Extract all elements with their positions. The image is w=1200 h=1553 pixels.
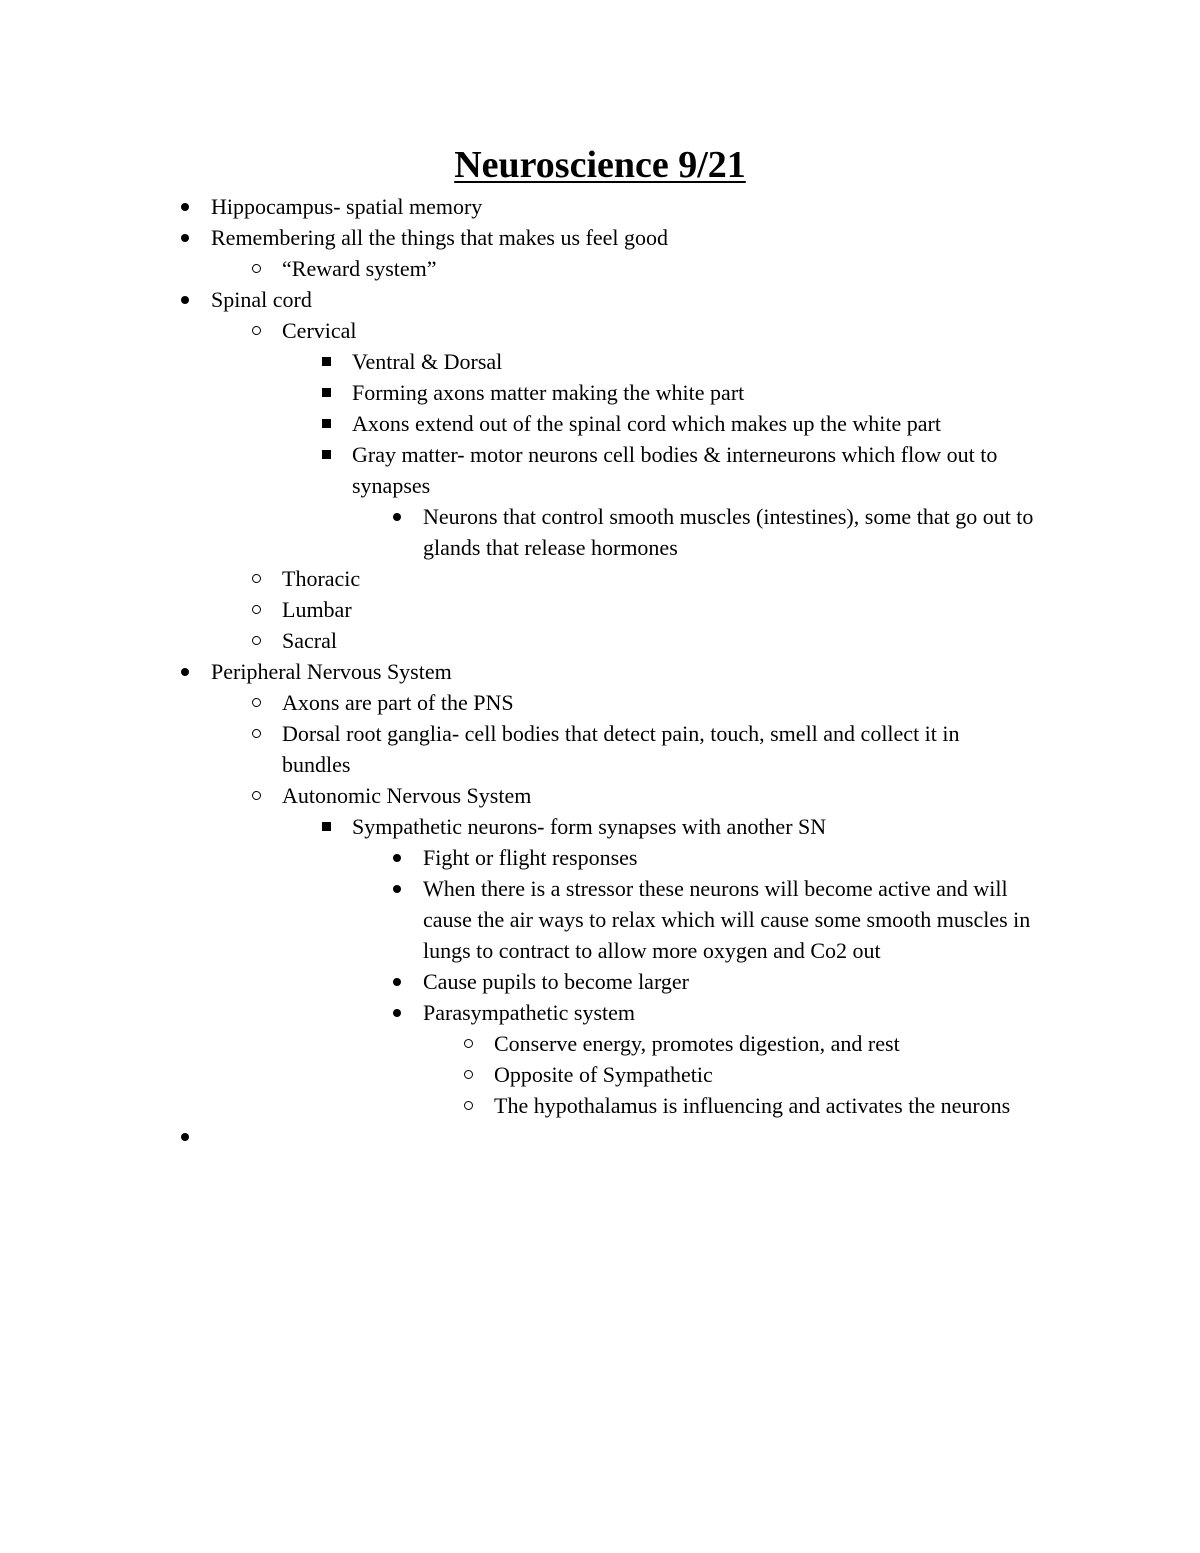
list-item-text: Cervical <box>282 318 357 343</box>
disc-bullet-icon <box>178 1121 192 1152</box>
list-item <box>0 780 1200 811</box>
list-item <box>0 377 1200 408</box>
list-item <box>0 222 1200 253</box>
list-item <box>0 501 1200 563</box>
list-item-text: Axons are part of the PNS <box>282 690 514 715</box>
list-item-text: Thoracic <box>282 566 361 591</box>
list-item <box>0 315 1200 346</box>
list-item-text: “Reward system” <box>282 256 437 281</box>
list-item <box>0 718 1200 780</box>
notes-list <box>0 191 1200 1152</box>
list-item-text: Gray matter- motor neurons cell bodies & interneurons which flow out to synapses <box>352 442 1003 498</box>
square-bullet-icon <box>319 377 333 408</box>
disc-bullet-icon <box>178 222 192 253</box>
list-item-text: Sympathetic neurons- form synapses with another SN <box>352 814 827 839</box>
square-bullet-icon <box>319 346 333 377</box>
list-item-text: Neurons that control smooth muscles (intestines), some that go out to glands that release hormones <box>423 504 1039 560</box>
list-item-text <box>211 1121 1200 1152</box>
disc-bullet-icon <box>178 191 192 222</box>
list-item <box>0 873 1200 966</box>
list-item <box>0 346 1200 377</box>
square-bullet-icon <box>319 811 333 842</box>
list-item <box>0 594 1200 625</box>
circle-bullet-icon <box>249 625 263 656</box>
disc-bullet-icon <box>390 966 404 997</box>
circle-bullet-icon <box>249 563 263 594</box>
list-item <box>0 625 1200 656</box>
disc-bullet-icon <box>390 873 404 904</box>
list-item <box>0 1090 1200 1121</box>
circle-bullet-icon <box>249 315 263 346</box>
circle-bullet-icon <box>461 1028 475 1059</box>
list-item <box>0 563 1200 594</box>
list-item-text: Opposite of Sympathetic <box>494 1062 713 1087</box>
list-item-text: Parasympathetic system <box>423 1000 636 1025</box>
list-item-text: Remembering all the things that makes us feel good <box>211 225 669 250</box>
list-item <box>0 656 1200 687</box>
circle-bullet-icon <box>249 780 263 811</box>
list-item-text: Forming axons matter making the white part <box>352 380 745 405</box>
list-item <box>0 253 1200 284</box>
list-item-text: Cause pupils to become larger <box>423 969 689 994</box>
disc-bullet-icon <box>390 842 404 873</box>
list-item <box>0 408 1200 439</box>
circle-bullet-icon <box>461 1059 475 1090</box>
list-item-text: Sacral <box>282 628 337 653</box>
square-bullet-icon <box>319 408 333 439</box>
list-item-text: Lumbar <box>282 597 352 622</box>
document-title: Neuroscience 9/21 <box>454 144 746 186</box>
list-item-text: The hypothalamus is influencing and activates the neurons <box>494 1093 1011 1118</box>
circle-bullet-icon <box>461 1090 475 1121</box>
list-item <box>0 1059 1200 1090</box>
list-item <box>0 966 1200 997</box>
list-item-text: Autonomic Nervous System <box>282 783 532 808</box>
list-item-text: Fight or flight responses <box>423 845 638 870</box>
circle-bullet-icon <box>249 253 263 284</box>
list-item-text: When there is a stressor these neurons will become active and will cause the air ways to relax which will cause some smooth muscles in lungs to contract to allow more oxygen and Co2 out <box>423 876 1036 963</box>
list-item <box>0 1028 1200 1059</box>
square-bullet-icon <box>319 439 333 470</box>
list-item <box>0 997 1200 1028</box>
list-item-text: Axons extend out of the spinal cord which makes up the white part <box>352 411 941 436</box>
list-item-text: Hippocampus- spatial memory <box>211 194 483 219</box>
list-item <box>0 191 1200 222</box>
circle-bullet-icon <box>249 687 263 718</box>
disc-bullet-icon <box>178 656 192 687</box>
list-item-text: Spinal cord <box>211 287 312 312</box>
list-item <box>0 1121 1200 1152</box>
list-item <box>0 811 1200 842</box>
list-item <box>0 687 1200 718</box>
list-item-text: Ventral & Dorsal <box>352 349 503 374</box>
list-item <box>0 439 1200 501</box>
list-item-text: Dorsal root ganglia- cell bodies that detect pain, touch, smell and collect it in bundles <box>282 721 966 777</box>
list-item-text: Conserve energy, promotes digestion, and rest <box>494 1031 900 1056</box>
list-item-text: Peripheral Nervous System <box>211 659 452 684</box>
list-item <box>0 284 1200 315</box>
disc-bullet-icon <box>178 284 192 315</box>
disc-bullet-icon <box>390 501 404 532</box>
circle-bullet-icon <box>249 718 263 749</box>
disc-bullet-icon <box>390 997 404 1028</box>
circle-bullet-icon <box>249 594 263 625</box>
list-item <box>0 842 1200 873</box>
